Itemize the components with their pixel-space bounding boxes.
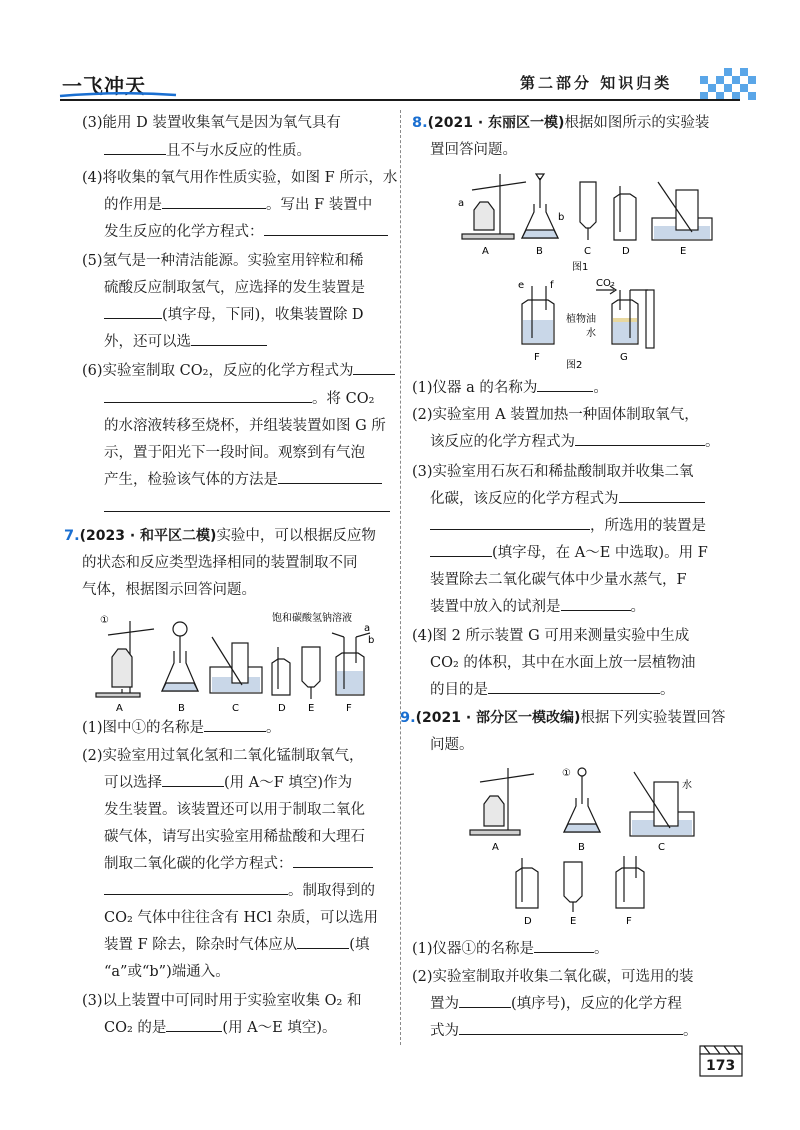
- q8-s3-line3: ，所选用的装置是: [430, 515, 706, 537]
- answer-blank[interactable]: [297, 934, 349, 949]
- q8-fig1-label-b: B: [536, 246, 543, 257]
- q8-mark-b: b: [558, 212, 565, 223]
- q7-intro-line3: 气体，根据图示回答问题。: [82, 582, 256, 598]
- q8-s4-line1: (4)图 2 所示装置 G 可用来测量实验中生成: [412, 628, 690, 644]
- answer-blank[interactable]: [104, 388, 312, 403]
- q6-s3-line1: (3)能用 D 装置收集氧气是因为氧气具有: [82, 115, 341, 131]
- q7-fig-label-a: A: [116, 703, 123, 714]
- q9-fig-label-b: B: [578, 842, 585, 853]
- q9-header: 9.(2021 · 部分区一模改编)根据下列实验装置回答: [400, 710, 726, 726]
- q6-s4-line3: 发生反应的化学方程式：: [104, 221, 388, 243]
- q8-mark-f: f: [550, 280, 554, 291]
- q7-fig-label-f: F: [346, 703, 352, 714]
- q6-s6-line1: (6)实验室制取 CO₂，反应的化学方程式为: [82, 360, 395, 382]
- q7-s2-line9: “a”或“b”)端通入。: [104, 964, 230, 980]
- q9-apparatus-figure: [466, 762, 716, 930]
- answer-blank[interactable]: [353, 360, 395, 375]
- q7-s2-line7: CO₂ 气体中往往含有 HCl 杂质，可以选用: [104, 910, 378, 926]
- answer-blank[interactable]: [264, 221, 388, 236]
- q7-intro-line2: 的状态和反应类型选择相同的装置制取不同: [82, 555, 358, 571]
- q8-s2-line2: 该反应的化学方程式为 。: [430, 431, 720, 453]
- answer-blank[interactable]: [162, 194, 266, 209]
- brand-swoosh-icon: [58, 92, 178, 98]
- brand-title: 一飞冲天: [62, 74, 146, 98]
- checker-pattern-icon: [700, 64, 756, 100]
- answer-blank[interactable]: [430, 515, 590, 530]
- q9-fig-label-c: C: [658, 842, 665, 853]
- q8-fig2-caption: 图2: [566, 360, 583, 370]
- q7-fig-note: 饱和碳酸氢钠溶液: [272, 613, 352, 624]
- answer-blank[interactable]: [561, 596, 631, 611]
- q6-s5-line1: (5)氢气是一种清洁能源。实验室用锌粒和稀: [82, 253, 364, 269]
- q6-s5-line3: (填字母，下同)，收集装置除 D: [104, 304, 364, 326]
- q7-s2-line2: 可以选择 (用 A～F 填空)作为: [104, 772, 352, 794]
- answer-blank[interactable]: [104, 304, 162, 319]
- q7-s2-line6: 。制取得到的: [104, 880, 375, 902]
- q7-fig-label-b: B: [178, 703, 185, 714]
- answer-blank[interactable]: [619, 488, 705, 503]
- q8-fig1-label-a: A: [482, 246, 489, 257]
- q8-fig1-label-e: E: [680, 246, 687, 257]
- answer-blank[interactable]: [459, 1020, 683, 1035]
- q8-figure-2: [510, 276, 670, 370]
- q6-s6-line3: 的水溶液转移至烧杯，并组装装置如图 G 所: [104, 418, 386, 434]
- q8-s1: (1)仪器 a 的名称为 。: [412, 377, 608, 399]
- q8-header: 8.(2021 · 东丽区一模)根据如图所示的实验装: [412, 115, 710, 131]
- q8-fig2-label-f: F: [534, 352, 540, 363]
- answer-blank[interactable]: [191, 331, 267, 346]
- answer-blank[interactable]: [278, 469, 382, 484]
- q8-s2-line1: (2)实验室用 A 装置加热一种固体制取氧气，: [412, 407, 699, 423]
- q9-fig-label-e: E: [570, 916, 577, 927]
- q7-s3-line1: (3)以上装置中可同时用于实验室收集 O₂ 和: [82, 993, 362, 1009]
- q9-fig-label-f: F: [626, 916, 632, 927]
- q8-s4-line3: 的目的是 。: [430, 679, 675, 701]
- q7-s3-line2: CO₂ 的是 (用 A～E 填空)。: [104, 1017, 337, 1039]
- q7-s1: (1)图中①的名称是 。: [82, 717, 281, 739]
- answer-blank[interactable]: [204, 717, 266, 732]
- q6-s6-line5: 产生，检验该气体的方法是: [104, 469, 382, 491]
- q7-mark-a: a: [364, 623, 371, 634]
- q8-fig1-label-d: D: [622, 246, 630, 257]
- header-rule: [60, 99, 740, 101]
- q8-fig2-label-g: G: [620, 352, 628, 363]
- q7-s2-line4: 碳气体，请写出实验室用稀盐酸和大理石: [104, 829, 365, 845]
- q8-s3-line5: 装置除去二氧化碳气体中少量水蒸气，F: [430, 572, 687, 588]
- q6-s4-line2: 的作用是 。写出 F 装置中: [104, 194, 372, 216]
- q8-fig1-label-c: C: [584, 246, 591, 257]
- answer-blank[interactable]: [104, 140, 166, 155]
- q8-s3-line4: (填字母，在 A～E 中选取)。用 F: [430, 542, 708, 564]
- q9-s1: (1)仪器①的名称是 。: [412, 938, 609, 960]
- answer-blank[interactable]: [430, 542, 492, 557]
- q6-s3-line2: 且不与水反应的性质。: [104, 140, 311, 162]
- q8-fig1-caption: 图1: [572, 262, 589, 273]
- q8-s3-line1: (3)实验室用石灰石和稀盐酸制取并收集二氧: [412, 464, 694, 480]
- q7-s2-line3: 发生装置。该装置还可以用于制取二氧化: [104, 802, 365, 818]
- q7-fig-label-e: E: [308, 703, 315, 714]
- q8-mark-co2: CO₂: [596, 278, 615, 289]
- q9-intro-line2: 问题。: [430, 737, 474, 753]
- q7-s2-line8: 装置 F 除去，除杂时气体应从 (填: [104, 934, 369, 956]
- answer-blank[interactable]: [166, 1017, 222, 1032]
- q7-apparatus-figure: [92, 607, 384, 717]
- section-title: 第二部分 知识归类: [520, 74, 673, 92]
- q6-s5-line2: 硫酸反应制取氢气，应选择的发生装置是: [104, 280, 365, 296]
- q8-figure-1: [452, 168, 722, 276]
- q7-s2-line5: 制取二氧化碳的化学方程式：: [104, 853, 373, 875]
- q9-s2-line2: 置为 (填序号)，反应的化学方程: [430, 993, 682, 1015]
- q8-mark-a: a: [458, 198, 465, 209]
- q8-s4-line2: CO₂ 的体积，其中在水面上放一层植物油: [430, 655, 696, 671]
- q6-s6-line2: 。将 CO₂: [104, 388, 374, 410]
- column-divider: [400, 110, 401, 1045]
- q8-mark-water: 水: [586, 328, 596, 339]
- page-number: 173: [706, 1058, 736, 1074]
- q6-s6-line4: 示，置于阳光下一段时间。观察到有气泡: [104, 445, 365, 461]
- q7-fig-label-d: D: [278, 703, 286, 714]
- q9-fig-label-d: D: [524, 916, 532, 927]
- q9-s2-line1: (2)实验室制取并收集二氧化碳，可选用的装: [412, 969, 694, 985]
- q7-s2-line1: (2)实验室用过氧化氢和二氧化锰制取氧气，: [82, 748, 364, 764]
- q9-s2-line3: 式为 。: [430, 1020, 698, 1042]
- q8-s3-line6: 装置中放入的试剂是 。: [430, 596, 645, 618]
- answer-blank[interactable]: [459, 993, 511, 1008]
- answer-blank[interactable]: [162, 772, 224, 787]
- q7-fig-label-c: C: [232, 703, 239, 714]
- q6-s4-line1: (4)将收集的氧气用作性质实验，如图 F 所示，水: [82, 170, 398, 186]
- q9-mark-1: ①: [562, 768, 571, 779]
- q8-intro-line2: 置回答问题。: [430, 142, 517, 158]
- answer-blank[interactable]: [534, 938, 594, 953]
- answer-blank[interactable]: [575, 431, 705, 446]
- answer-blank[interactable]: [104, 497, 390, 512]
- q6-s5-line4: 外，还可以选: [104, 331, 267, 353]
- q7-mark-1: ①: [100, 615, 109, 626]
- answer-blank[interactable]: [488, 679, 660, 694]
- answer-blank[interactable]: [293, 853, 373, 868]
- answer-blank[interactable]: [537, 377, 593, 392]
- q7-mark-b: b: [368, 635, 375, 646]
- q8-mark-oil: 植物油: [566, 314, 596, 325]
- q6-s6-line6: [104, 497, 390, 519]
- q7-header: 7.(2023 · 和平区二模)实验中，可以根据反应物: [64, 528, 376, 544]
- q8-s3-line2: 化碳，该反应的化学方程式为: [430, 488, 705, 510]
- q9-mark-water: 水: [682, 780, 692, 791]
- q8-mark-e: e: [518, 280, 525, 291]
- q9-fig-label-a: A: [492, 842, 499, 853]
- answer-blank[interactable]: [104, 880, 288, 895]
